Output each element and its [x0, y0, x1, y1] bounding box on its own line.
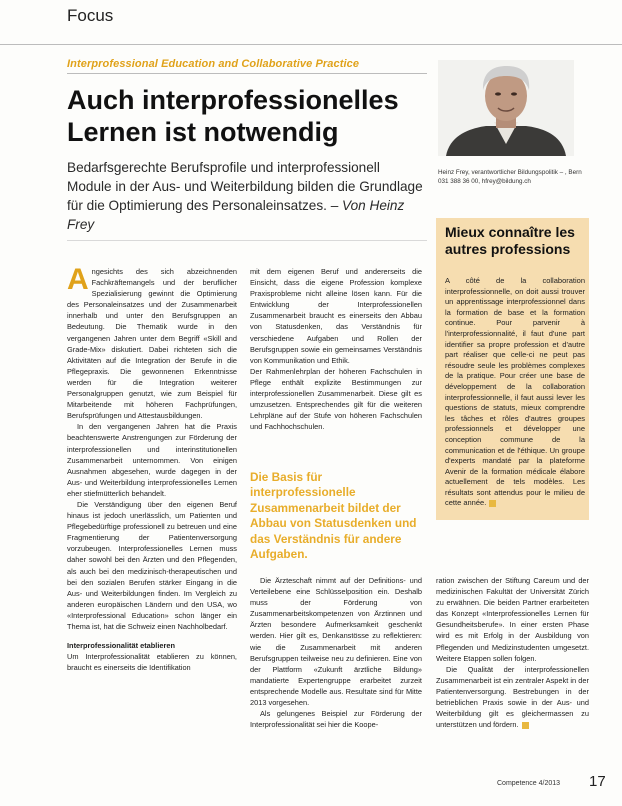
top-rule	[0, 44, 622, 45]
footer-issue: Competence 4/2013	[497, 780, 561, 787]
kicker: Interprofessional Education and Collaborative Practice	[67, 58, 360, 70]
paragraph: Die Verständigung über den eigenen Beruf hinaus ist jedoch unerlässlich, um Patienten und Pflegebedürftige professionell zu betreuen und eine Fragmentierung der Patientenversorgung vorzubeugen. Interprofessionelles Lernen muss daher sowohl bei den Ärzten und den Pflegenden, als auch bei den medizinisch-therapeutischen und bei den sozialen Berufen stärker Eingang in die Aus- und Weiterbildungen finden. Im Vergleich zu anderen europäischen Ländern und den USA, wo «Interprofessional Education» schon länger ein Thema ist, hat die Schweiz einen Nachholbedarf.	[67, 499, 237, 631]
page-number: 17	[589, 773, 606, 790]
end-mark-icon	[489, 500, 496, 507]
section-label: Focus	[67, 6, 114, 25]
body-column-2-top	[250, 266, 422, 432]
end-mark-icon	[522, 722, 529, 729]
paragraph: Als gelungenes Beispiel zur Förderung der Interprofessionalität sei hier die Koope-	[250, 709, 422, 730]
sidebar-title: Mieux connaître les autres professions	[445, 224, 575, 257]
body-column-2-bottom	[250, 575, 422, 730]
headline: Auch interprofessionelles Lernen ist notwendig	[67, 85, 399, 147]
paragraph: Die Ärzteschaft nimmt auf der Definitions- und Verteilebene eine Schlüsselposition ein. Deshalb muss der Förderung von Zusammenarbeitskompetenzen von Ärztinnen und Ärzten besondere Aufmerksamkeit geschenkt werden. Hier gilt es, Denkanstösse zu reflektieren: wie die Zusammenarbeit mit anderen Berufsgruppen teilweise neu zu definieren. Eine von der Plattform «Zukunft ärztliche Bildung» mandatierte Expertengruppe erarbeitet zurzeit entsprechende Modelle aus. Resultate sind für Mitte 2013 vorgesehen.	[250, 576, 422, 708]
lead-text: Bedarfsgerechte Berufsprofile und interprofessionell Module in der Aus- und Weiterbildung bilden die Grundlage für die Optimierung des Personaleinsatzes. –	[67, 160, 423, 213]
paragraph: In den vergangenen Jahren hat die Praxis beachtenswerte Anstrengungen zur Förderung der interprofessionellen und interinstitutionellen Zusammenarbeit unternommen. Von einigen Ausnahmen abgesehen, wurde dagegen in der Aus- und Weiterbildung interprofessionelles Lernen eher stiefmütterlich behandelt.	[67, 422, 237, 498]
lead-paragraph	[67, 158, 425, 234]
subheading: Interprofessionalität etablieren	[67, 641, 176, 651]
sidebar-body: A côté de la collaboration interprofessionnelle, on doit aussi trouver un apprentissage interprofessionnel dans la formation de base et la formation continue. Pour parvenir à l'interprofessionnalité, il faut d'une part identifier sa propre profession et d'autre part réaliser que celle-ci ne peut pas résoudre seule les problèmes complexes de la pratique. Pour créer une base de développement de la collaboration interprofessionnelle, il faut aussi lever les questions de statuts, mieux comprendre les tâches et rôles d'autres groupes professionnels et développer une conception commune de la communication et de l'éthique. Un groupe d'experts mandaté par la plateforme Avenir de la formation médicale élabore actuellement de tels modèles. Les résultats sont attendus pour le milieu de cette année.	[445, 276, 585, 508]
lead-rule	[67, 240, 427, 241]
photo-caption: Heinz Frey, verantwortlicher Bildungspolitik – , Bern 031 388 36 00, hfrey@bildung.ch	[438, 169, 582, 185]
portrait-icon	[438, 60, 574, 156]
author-portrait-photo	[438, 60, 574, 156]
sidebar-box	[436, 218, 589, 520]
pull-quote: Die Basis für interprofessionelle Zusammenarbeit bildet der Abbau von Statusdenken und das Verständnis für andere Aufgaben.	[250, 470, 417, 562]
paragraph: Der Rahmenlehrplan der höheren Fachschulen in Pflege enthält explizite Bestimmungen zur interprofessionellen Zusammenarbeit. Diese gilt es umzusetzen. Entsprechendes gilt für die weiteren Lehrpläne auf der Stufe von höheren Fachschulen und Fachhochschulen.	[250, 366, 422, 432]
paragraph	[436, 664, 589, 731]
drop-cap: A	[67, 263, 89, 296]
paragraph: ngesichts des sich abzeichnenden Fachkräftemangels und der beruflicher Spezialisierung gewinnt die Optimierung des Personaleinsatzes und der Zusammenarbeit innerhalb und unter den Berufsgruppen an Bedeutung. Die Thematik wurde in den vergangenen Jahren unter dem Begriff «Skill and Grade-Mix» diskutiert. Dabei richteten sich die Aktivitäten auf die Integration der Berufe in die Pflegepraxis. Die gewonnenen Erkenntnisse werden für die Integration weiterer Personalgruppen genutzt, wie zum Beispiel für Mitarbeitende mit höheren Fachprüfungen, Berufsprüfungen und Attestausbildungen.	[67, 267, 237, 421]
paragraph: mit dem eigenen Beruf und andererseits die Einsicht, dass die eigene Profession komplexe Praxisprobleme nicht alleine lösen kann. Für die Entwicklung der Interprofessionellen Zusammenarbeit braucht es einerseits den Abbau von Statusdenken, das Verständnis für verschiedene Aufgaben und Rollen der Berufsgruppen sowie ein gemeinsames Verständnis von Kommunikation und Ethik.	[250, 267, 422, 365]
paragraph-text: Die Qualität der interprofessionellen Zusammenarbeit ist ein zentraler Aspekt in der Patientenversorgung. Bestrebungen in der betrieblichen Praxis sowie in der Aus- und Weiterbildung gilt es gleichermassen zu unterstützen und fördern.	[436, 664, 589, 730]
body-column-3	[436, 575, 589, 730]
body-column-1	[67, 263, 237, 673]
paragraph: ration zwischen der Stiftung Careum und der medizinischen Fakultät der Universität Zürich zu erwähnen. Die beiden Partner erarbeiteten das Konzept «Interprofessionelles Lernen für Gesundheitsberufe». In einer ersten Phase wird es mit Erfolg in der Ausbildung von Pflegenden und Medizinstudenten umgesetzt. Weitere Etappen sollen folgen.	[436, 576, 589, 663]
paragraph: Um Interprofessionalität etablieren zu können, braucht es einerseits die Identifikation	[67, 652, 237, 673]
kicker-rule	[67, 73, 427, 74]
lead-author: Von Heinz Frey	[67, 198, 405, 232]
sidebar-text	[445, 276, 585, 509]
